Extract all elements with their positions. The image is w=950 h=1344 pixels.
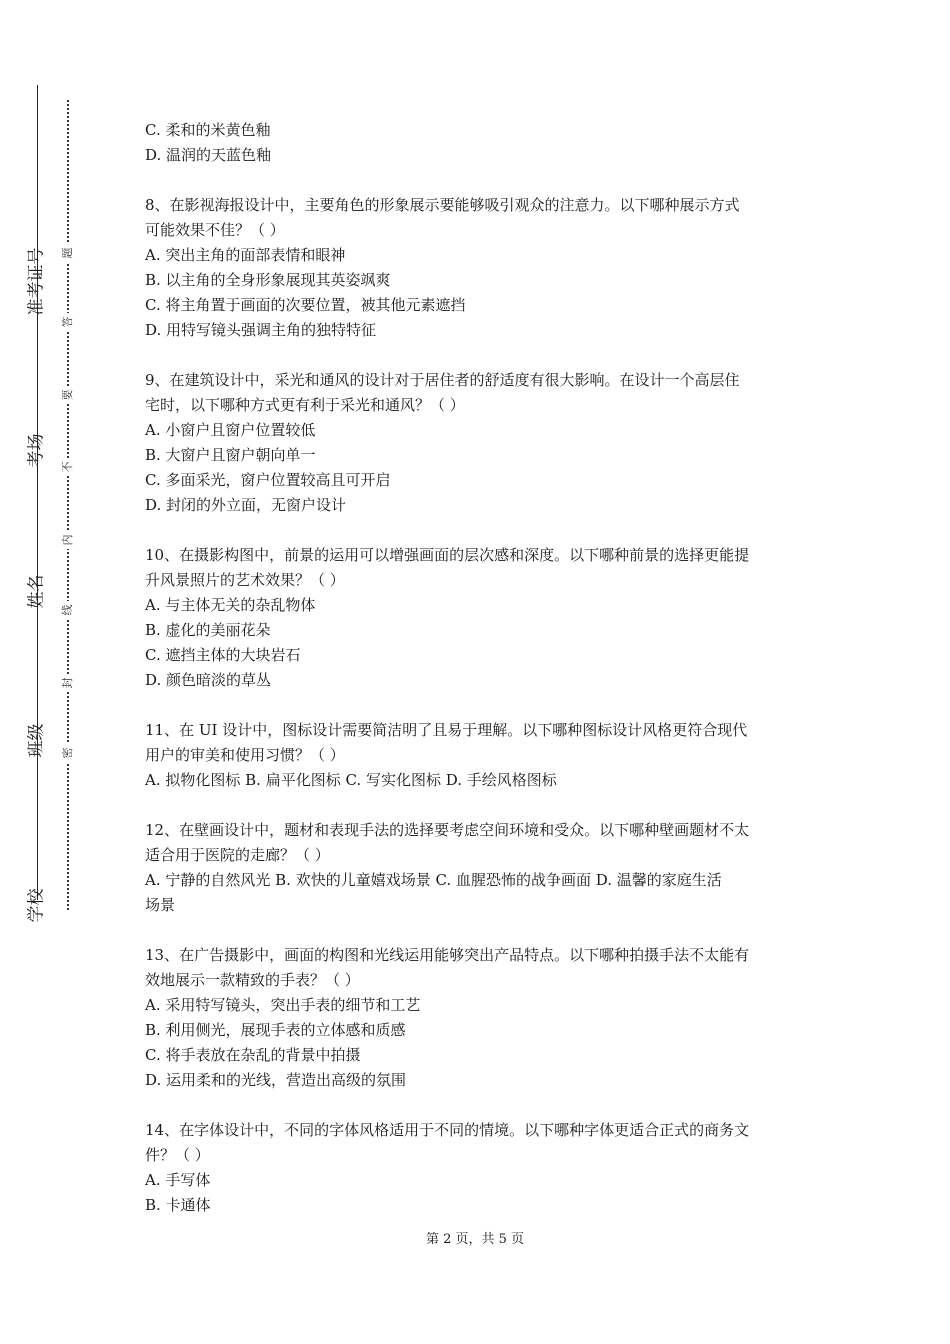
- option-line: C. 遮挡主体的大块岩石: [145, 646, 301, 664]
- question-stem: 13、在广告摄影中，画面的构图和光线运用能够突出产品特点。以下哪种拍摄手法不太能有: [145, 946, 750, 964]
- question-content: [145, 118, 815, 1218]
- spacer: [145, 1093, 815, 1118]
- option-line: D. 用特写镜头强调主角的独特特征: [145, 321, 377, 339]
- option-line: D. 颜色暗淡的草丛: [145, 671, 272, 689]
- page-number: 第 2 页，共 5 页: [425, 1232, 525, 1247]
- class-label: 班级: [26, 723, 47, 758]
- option-line: C. 将手表放在杂乱的背景中拍摄: [145, 1046, 361, 1064]
- option-line: B. 卡通体: [145, 1196, 211, 1214]
- question-stem: 件？（ ）: [145, 1146, 210, 1164]
- option-line: C. 柔和的米黄色釉: [145, 121, 271, 139]
- question-stem: 11、在 UI 设计中，图标设计需要简洁明了且易于理解。以下哪种图标设计风格更符合现代: [145, 721, 748, 739]
- seal-char: 题: [61, 244, 75, 262]
- question-stem: 宅时，以下哪种方式更有利于采光和通风？（ ）: [145, 396, 465, 414]
- question-stem: 升风景照片的艺术效果？（ ）: [145, 571, 345, 589]
- question-stem: 可能效果不佳？（ ）: [145, 221, 285, 239]
- spacer: [145, 693, 815, 718]
- seal-char: 封: [61, 674, 75, 692]
- spacer: [145, 168, 815, 193]
- exam-room-label: 考场: [26, 433, 47, 468]
- option-line: A. 拟物化图标 B. 扁平化图标 C. 写实化图标 D. 手绘风格图标: [145, 771, 557, 789]
- school-label: 学校: [26, 888, 47, 923]
- option-line: A. 宁静的自然风光 B. 欢快的儿童嬉戏场景 C. 血腥恐怖的战争画面 D. 温馨的家庭生活: [145, 871, 722, 889]
- option-line: B. 利用侧光，展现手表的立体感和质感: [145, 1021, 406, 1039]
- binding-margin: [0, 0, 100, 1344]
- option-line: A. 采用特写镜头，突出手表的细节和工艺: [145, 996, 421, 1014]
- spacer: [145, 918, 815, 943]
- option-line: A. 手写体: [145, 1171, 211, 1189]
- question-stem: 9、在建筑设计中，采光和通风的设计对于居住者的舒适度有很大影响。在设计一个高层住: [145, 371, 740, 389]
- exam-number-label: 准考证号: [26, 247, 47, 316]
- spacer: [145, 343, 815, 368]
- option-line: B. 虚化的美丽花朵: [145, 621, 271, 639]
- seal-char: 内: [61, 531, 75, 549]
- name-label: 姓名: [26, 574, 47, 609]
- option-line: D. 封闭的外立面，无窗户设计: [145, 496, 347, 514]
- option-line: A. 突出主角的面部表情和眼神: [145, 246, 346, 264]
- option-line: A. 小窗户且窗户位置较低: [145, 421, 316, 439]
- option-line: D. 运用柔和的光线，营造出高级的氛围: [145, 1071, 407, 1089]
- option-line: C. 将主角置于画面的次要位置，被其他元素遮挡: [145, 296, 466, 314]
- seal-char: 密: [61, 744, 75, 762]
- option-line: B. 大窗户且窗户朝向单一: [145, 446, 316, 464]
- seal-char: 要: [61, 386, 75, 404]
- spacer: [145, 518, 815, 543]
- seal-char: 不: [61, 458, 75, 476]
- question-stem: 效地展示一款精致的手表？（ ）: [145, 971, 360, 989]
- question-stem: 适合用于医院的走廊？（ ）: [145, 846, 330, 864]
- question-stem: 用户的审美和使用习惯？（ ）: [145, 746, 345, 764]
- seal-char: 线: [61, 601, 75, 619]
- spacer: [145, 793, 815, 818]
- option-line: B. 以主角的全身形象展现其英姿飒爽: [145, 271, 391, 289]
- option-line: 场景: [145, 896, 176, 914]
- question-stem: 12、在壁画设计中，题材和表现手法的选择要考虑空间环境和受众。以下哪种壁画题材不太: [145, 821, 750, 839]
- question-stem: 10、在摄影构图中，前景的运用可以增强画面的层次感和深度。以下哪种前景的选择更能提: [145, 546, 750, 564]
- binding-solid-line: [37, 85, 38, 900]
- question-stem: 14、在字体设计中，不同的字体风格适用于不同的情境。以下哪种字体更适合正式的商务文: [145, 1121, 750, 1139]
- option-line: D. 温润的天蓝色釉: [145, 146, 272, 164]
- binding-dotted-line: [67, 100, 69, 910]
- question-stem: 8、在影视海报设计中，主要角色的形象展示要能够吸引观众的注意力。以下哪种展示方式: [145, 196, 740, 214]
- option-line: C. 多面采光，窗户位置较高且可开启: [145, 471, 391, 489]
- seal-char: 答: [61, 313, 75, 331]
- option-line: A. 与主体无关的杂乱物体: [145, 596, 316, 614]
